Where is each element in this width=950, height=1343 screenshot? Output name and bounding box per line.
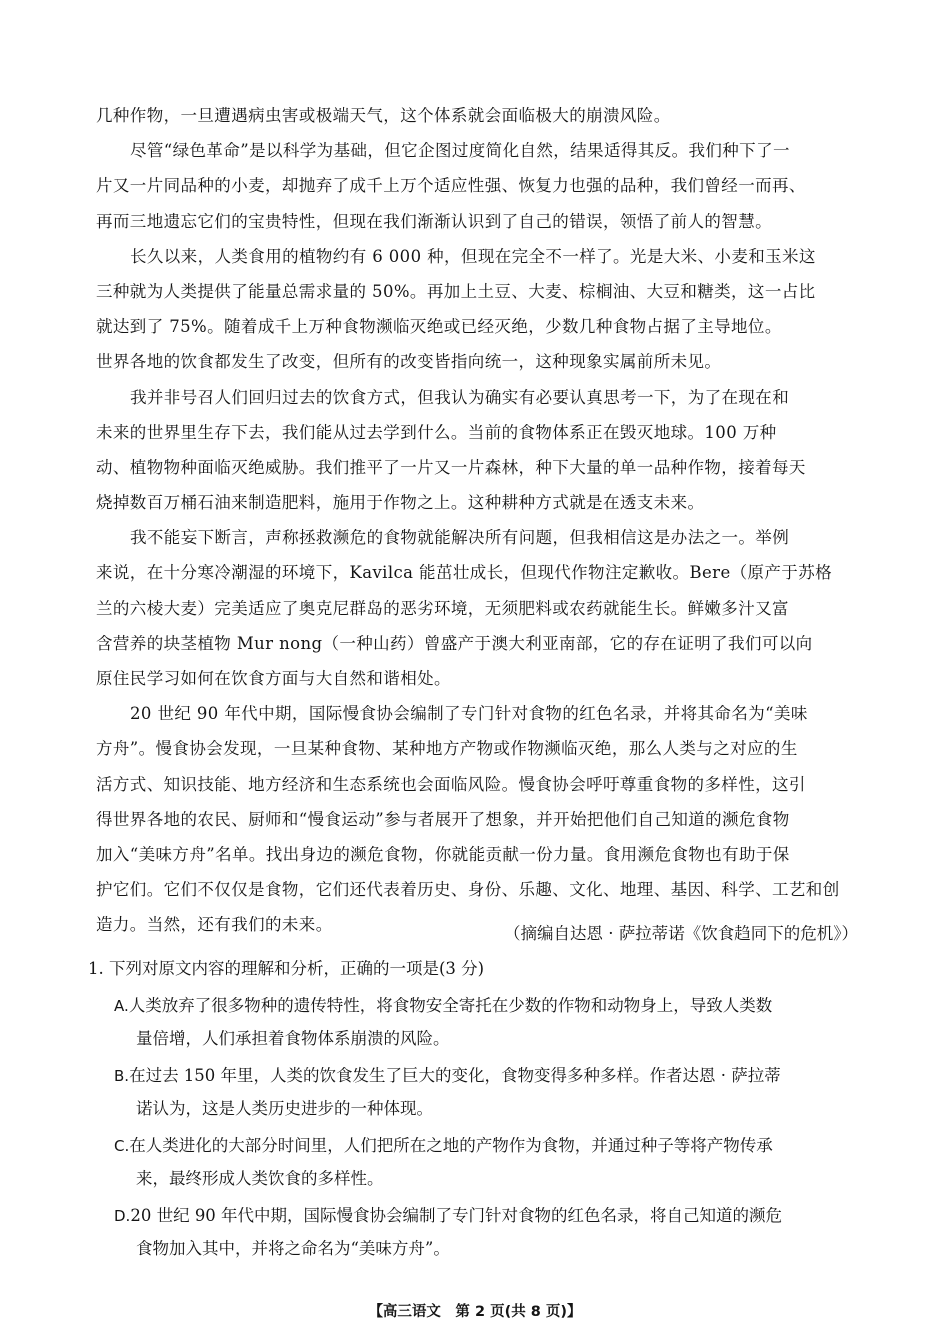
option-text: 在过去 150 年里，人类的饮食发生了巨大的变化，食物变得多种多样。作者达恩 · 萨拉蒂 xyxy=(129,1066,781,1085)
passage-line: 尽管“绿色革命”是以科学为基础，但它企图过度简化自然，结果适得其反。我们种下了一 xyxy=(130,141,790,161)
passage-line: 再而三地遗忘它们的宝贵特性，但现在我们渐渐认识到了自己的错误，领悟了前人的智慧。 xyxy=(96,211,772,231)
passage-line: 造力。当然，还有我们的未来。 xyxy=(96,915,333,935)
option-a xyxy=(114,989,868,1055)
option-letter: A. xyxy=(114,997,129,1015)
option-line xyxy=(114,989,868,1022)
option-text: 在人类进化的大部分时间里，人们把所在之地的产物作为食物，并通过种子等将产物传承 xyxy=(129,1136,773,1155)
option-b xyxy=(114,1059,868,1125)
option-line xyxy=(114,1129,868,1162)
passage-line: 三种就为人类提供了能量总需求量的 50%。再加上土豆、大麦、棕榈油、大豆和糖类，这一占比 xyxy=(96,281,816,301)
passage-line: 原住民学习如何在饮食方面与大自然和谐相处。 xyxy=(96,669,451,688)
option-text: 人类放弃了很多物种的遗传特性，将食物安全寄托在少数的作物和动物身上，导致人类数 xyxy=(128,996,773,1015)
option-text-cont: 量倍增，人们承担着食物体系崩溃的风险。 xyxy=(136,1029,450,1048)
option-text: 20 世纪 90 年代中期，国际慢食协会编制了专门针对食物的红色名录，将自己知道的濒危 xyxy=(130,1206,783,1225)
passage-line: 20 世纪 90 年代中期，国际慢食协会编制了专门针对食物的红色名录，并将其命名为“美味 xyxy=(130,704,808,724)
passage-line: 加入“美味方舟”名单。找出身边的濒危食物，你就能贡献一份力量。食用濒危食物也有助于保 xyxy=(96,844,790,864)
passage-line: 得世界各地的农民、厨师和“慢食运动”参与者展开了想象，并开始把他们自己知道的濒危食物 xyxy=(96,809,790,829)
option-c xyxy=(114,1129,868,1195)
question-1 xyxy=(88,953,868,1265)
option-letter: B. xyxy=(114,1067,130,1085)
source-citation: （摘编自达恩 · 萨拉蒂诺《饮食趋同下的危机》） xyxy=(504,924,858,943)
passage-line: 世界各地的饮食都发生了改变，但所有的改变皆指向统一，这种现象实属前所未见。 xyxy=(96,352,722,372)
question-options xyxy=(88,989,868,1265)
passage-line: 我并非号召人们回归过去的饮食方式，但我认为确实有必要认真思考一下，为了在现在和 xyxy=(130,387,790,407)
option-text-cont: 来，最终形成人类饮食的多样性。 xyxy=(136,1169,384,1188)
passage-line: 来说，在十分寒冷潮湿的环境下，Kavilca 能茁壮成长，但现代作物注定歉收。Bere（原产于苏格 xyxy=(96,563,833,583)
option-letter: D. xyxy=(114,1207,131,1225)
option-line xyxy=(114,1199,868,1232)
passage-line: 方舟”。慢食协会发现，一旦某种食物、某种地方产物或作物濒临灭绝，那么人类与之对应的生 xyxy=(96,739,798,759)
passage-line: 我不能妄下断言，声称拯救濒危的食物就能解决所有问题，但我相信这是办法之一。举例 xyxy=(130,528,790,548)
option-letter: C. xyxy=(114,1137,130,1155)
passage-line: 烧掉数百万桶石油来制造肥料，施用于作物之上。这种耕种方式就是在透支未来。 xyxy=(96,493,705,513)
passage-line: 片又一片同品种的小麦，却抛弃了成千上万个适应性强、恢复力也强的品种，我们曾经一而再、 xyxy=(96,176,806,196)
passage-text xyxy=(96,98,864,943)
passage-line: 长久以来，人类食用的植物约有 6 000 种，但现在完全不一样了。光是大米、小麦和玉米这 xyxy=(130,246,816,266)
option-text-cont: 食物加入其中，并将之命名为“美味方舟”。 xyxy=(136,1239,450,1258)
page-footer: 【高三语文 第 2 页(共 8 页)】 xyxy=(368,1304,582,1320)
passage-line: 动、植物物种面临灭绝威胁。我们推平了一片又一片森林，种下大量的单一品种作物，接着每天 xyxy=(96,457,806,477)
question-stem: 1. 下列对原文内容的理解和分析，正确的一项是(3 分) xyxy=(88,959,485,978)
passage-line: 就达到了 75%。随着成千上万种食物濒临灭绝或已经灭绝，少数几种食物占据了主导地位。 xyxy=(96,317,782,337)
passage-line: 护它们。它们不仅仅是食物，它们还代表着历史、身份、乐趣、文化、地理、基因、科学、工艺和创 xyxy=(96,880,840,900)
passage-line: 含营养的块茎植物 Mur nong（一种山药）曾盛产于澳大利亚南部，它的存在证明了我们可以向 xyxy=(96,633,813,653)
passage-line: 活方式、知识技能、地方经济和生态系统也会面临风险。慢食协会呼吁尊重食物的多样性，这引 xyxy=(96,774,806,794)
option-d xyxy=(114,1199,868,1265)
option-line xyxy=(114,1059,868,1092)
passage-line: 兰的六棱大麦）完美适应了奥克尼群岛的恶劣环境，无须肥料或农药就能生长。鲜嫩多汁又富 xyxy=(96,598,789,618)
passage-line: 未来的世界里生存下去，我们能从过去学到什么。当前的食物体系正在毁灭地球。100 万种 xyxy=(96,422,777,442)
option-text-cont: 诺认为，这是人类历史进步的一种体现。 xyxy=(136,1099,433,1118)
passage-line: 几种作物，一旦遭遇病虫害或极端天气，这个体系就会面临极大的崩溃风险。 xyxy=(96,106,671,125)
